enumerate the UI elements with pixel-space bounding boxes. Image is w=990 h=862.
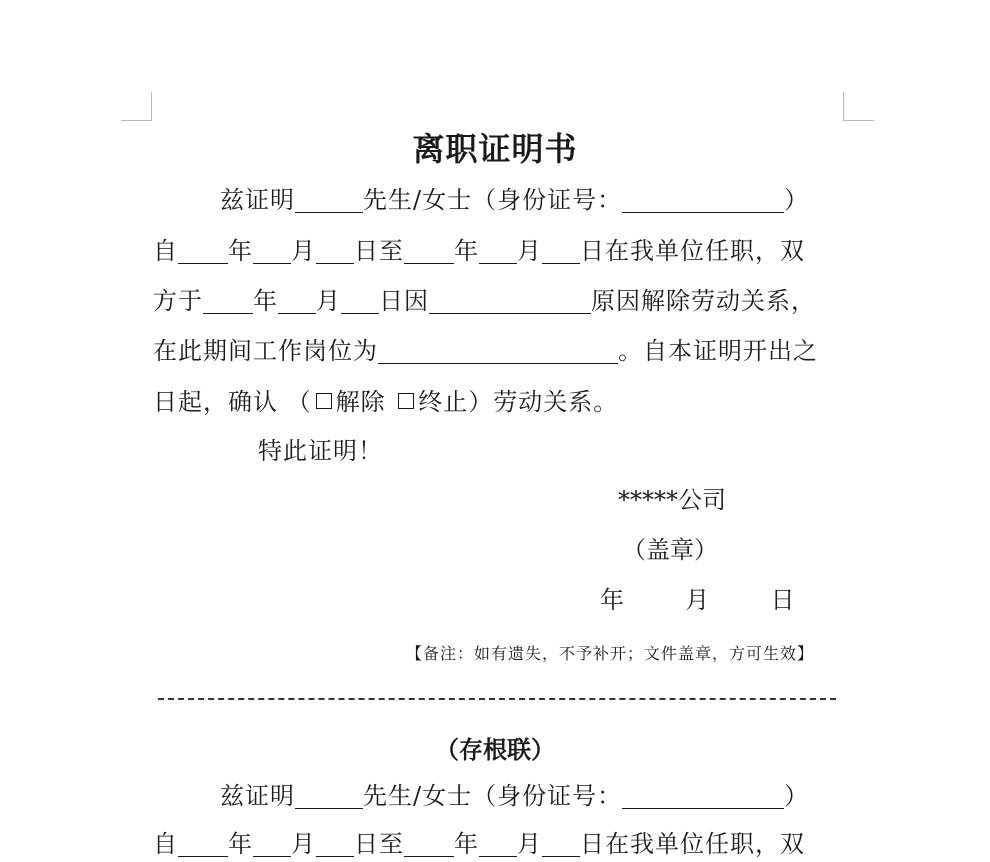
cut-line-divider [158,698,836,700]
reason-blank[interactable] [429,287,591,314]
termination-day-blank[interactable] [341,287,379,314]
termination-month-blank[interactable] [278,287,316,314]
stub-text-day-to: 日至 [354,830,404,858]
text-year: 年 [454,237,479,265]
para-line-2 [153,233,805,269]
text-certify: 兹证明 [220,186,295,214]
text-both-parties: 方于 [153,287,203,315]
text-month: 月 [517,237,542,265]
text-confirm: 日起，确认 （ [153,388,312,416]
stub-line-1 [220,778,809,814]
stub-id-number-blank[interactable] [622,782,784,809]
date-day: 日 [770,586,795,614]
stub-end-month-blank[interactable] [479,830,517,857]
crop-mark-top-right [843,92,874,121]
stub-start-month-blank[interactable] [253,830,291,857]
date-month: 月 [685,586,710,614]
para-line-5 [153,384,618,420]
stub-end-year-blank[interactable] [404,830,454,857]
text-day-to: 日至 [354,237,404,265]
signature-date [600,582,795,618]
checkbox-dissolve[interactable] [316,393,332,409]
checkbox-terminate-label: 终止）劳动关系。 [418,388,619,416]
stub-name-blank[interactable] [295,782,363,809]
text-year: 年 [228,237,253,265]
stub-text-year: 年 [454,830,479,858]
stub-text-certify: 兹证明 [220,782,295,810]
stub-start-day-blank[interactable] [316,830,354,857]
start-year-blank[interactable] [178,237,228,264]
position-blank[interactable] [378,337,618,364]
text-employed: 日在我单位任职，双 [580,237,805,265]
company-name: *****公司 [618,486,726,514]
start-day-blank[interactable] [316,237,354,264]
stub-title: （存根联） [435,735,555,764]
text-month: 月 [291,237,316,265]
text-from: 自 [153,237,178,265]
termination-year-blank[interactable] [203,287,253,314]
text-year: 年 [253,287,278,315]
text-position: 在此期间工作岗位为 [153,337,378,365]
para-line-1 [220,182,809,218]
para-line-4 [153,333,818,369]
end-day-blank[interactable] [542,237,580,264]
checkbox-terminate[interactable] [398,393,414,409]
text-from-date: 。自本证明开出之 [618,337,818,365]
para-line-3 [153,283,816,319]
stub-text-month: 月 [517,830,542,858]
stub-text-employed: 日在我单位任职，双 [580,830,805,858]
stub-text-year: 年 [228,830,253,858]
text-day-because: 日因 [379,287,429,315]
stub-text-mr-ms-id: 先生/女士（身份证号： [363,782,623,810]
end-year-blank[interactable] [404,237,454,264]
start-month-blank[interactable] [253,237,291,264]
text-month: 月 [316,287,341,315]
checkbox-dissolve-label: 解除 [335,388,386,416]
document-title: 离职证明书 [412,130,578,168]
stub-end-day-blank[interactable] [542,830,580,857]
crop-mark-top-left [121,92,152,121]
name-blank[interactable] [295,186,363,213]
stub-line-2 [153,826,805,862]
stub-text-close-paren: ） [784,782,810,810]
closing-line: 特此证明！ [258,437,383,465]
end-month-blank[interactable] [479,237,517,264]
stub-start-year-blank[interactable] [178,830,228,857]
text-close-paren: ） [784,186,810,214]
stub-text-month: 月 [291,830,316,858]
seal-label: （盖章） [622,536,718,564]
stub-text-from: 自 [153,830,178,858]
id-number-blank[interactable] [622,186,784,213]
date-year: 年 [600,586,624,614]
remark-note: 【备注：如有遗失，不予补开；文件盖章，方可生效】 [406,644,815,663]
text-mr-ms-id: 先生/女士（身份证号： [363,186,623,214]
text-reason-terminate: 原因解除劳动关系， [591,287,816,315]
